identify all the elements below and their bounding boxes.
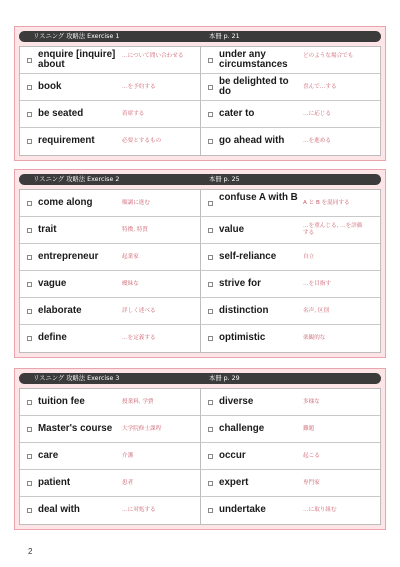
checkbox[interactable]	[208, 255, 213, 260]
checkbox[interactable]	[208, 427, 213, 432]
checkbox[interactable]	[27, 139, 32, 144]
english-term: elaborate	[38, 305, 82, 316]
section-page-ref: 本冊 p. 29	[209, 375, 240, 382]
checkbox[interactable]	[208, 85, 213, 90]
vocab-cell	[200, 101, 380, 128]
japanese-meaning: 授業料, 学費	[122, 399, 154, 405]
vocab-cell	[20, 325, 200, 352]
section-header	[19, 174, 381, 185]
japanese-meaning: …について問い合わせる	[122, 53, 184, 59]
english-term: occur	[219, 450, 246, 461]
vocab-cell	[20, 101, 200, 128]
vocab-section-3	[14, 368, 386, 530]
english-term: challenge	[219, 423, 265, 434]
vocab-cell	[200, 190, 380, 217]
vocab-cell	[200, 325, 380, 352]
checkbox[interactable]	[27, 112, 32, 117]
vocab-cell	[20, 389, 200, 416]
japanese-meaning: 喜んで…する	[303, 84, 337, 90]
checkbox[interactable]	[27, 508, 32, 513]
checkbox[interactable]	[27, 201, 32, 206]
checkbox[interactable]	[27, 400, 32, 405]
japanese-meaning: A と B を混同する	[303, 200, 350, 206]
vocab-cell	[200, 217, 380, 244]
vocab-cell	[200, 389, 380, 416]
vocab-cell	[20, 74, 200, 101]
checkbox[interactable]	[208, 400, 213, 405]
japanese-meaning: …を目指す	[303, 281, 331, 287]
vocab-cell	[20, 416, 200, 443]
checkbox[interactable]	[27, 336, 32, 341]
vocab-cell	[20, 128, 200, 155]
japanese-meaning: 多様な	[303, 399, 320, 405]
japanese-meaning: 順調に進む	[122, 200, 150, 206]
english-term: define	[38, 332, 67, 343]
japanese-meaning: 大学院修士課程	[122, 426, 162, 432]
section-title: リスニング 攻略法 Exercise 2	[33, 176, 120, 183]
section-page-ref: 本冊 p. 21	[209, 33, 240, 40]
english-term: entrepreneur	[38, 251, 99, 262]
checkbox[interactable]	[27, 58, 32, 63]
english-term: go ahead with	[219, 135, 285, 146]
english-term: strive for	[219, 278, 261, 289]
japanese-meaning: 着席する	[122, 111, 145, 117]
checkbox[interactable]	[208, 58, 213, 63]
japanese-meaning: 曖昧な	[122, 281, 139, 287]
page-number: 2	[28, 547, 33, 556]
english-term: deal with	[38, 504, 80, 515]
section-header	[19, 373, 381, 384]
vocab-cell	[200, 416, 380, 443]
japanese-meaning: 専門家	[303, 480, 320, 486]
japanese-meaning: 起こる	[303, 453, 320, 459]
japanese-meaning: 患者	[122, 480, 134, 486]
japanese-meaning: …に対処する	[122, 507, 156, 513]
english-term: expert	[219, 477, 249, 488]
checkbox[interactable]	[27, 454, 32, 459]
english-term: distinction	[219, 305, 269, 316]
japanese-meaning: …を重んじる, …を評価する	[303, 223, 363, 236]
checkbox[interactable]	[208, 139, 213, 144]
japanese-meaning: 楽観的な	[303, 335, 326, 341]
checkbox[interactable]	[208, 336, 213, 341]
english-term: be seated	[38, 108, 84, 119]
vocab-cell	[20, 47, 200, 74]
vocab-cell	[200, 47, 380, 74]
vocab-cell	[200, 271, 380, 298]
english-term: diverse	[219, 396, 254, 407]
english-term: tuition fee	[38, 396, 85, 407]
vocab-cell	[200, 497, 380, 524]
english-term: optimistic	[219, 332, 266, 343]
checkbox[interactable]	[208, 508, 213, 513]
checkbox[interactable]	[27, 255, 32, 260]
japanese-meaning: …に取り組む	[303, 507, 337, 513]
vocab-cell	[200, 74, 380, 101]
vocab-cell	[200, 470, 380, 497]
english-term: patient	[38, 477, 71, 488]
english-term: enquire [inquire] about	[38, 49, 116, 70]
japanese-meaning: …を予約する	[122, 84, 156, 90]
english-term: vague	[38, 278, 67, 289]
vocab-cell	[200, 298, 380, 325]
english-term: self-reliance	[219, 251, 277, 262]
section-header	[19, 31, 381, 42]
japanese-meaning: 詳しく述べる	[122, 308, 156, 314]
section-title: リスニング 攻略法 Exercise 1	[33, 33, 120, 40]
checkbox[interactable]	[27, 85, 32, 90]
vocab-cell	[20, 470, 200, 497]
japanese-meaning: 必要とするもの	[122, 138, 162, 144]
vocab-table	[19, 189, 381, 353]
section-title: リスニング 攻略法 Exercise 3	[33, 375, 120, 382]
vocab-cell	[20, 298, 200, 325]
vocab-cell	[200, 244, 380, 271]
checkbox[interactable]	[208, 228, 213, 233]
checkbox[interactable]	[208, 282, 213, 287]
vocab-section-1	[14, 26, 386, 161]
japanese-meaning: …に応じる	[303, 111, 331, 117]
vocab-section-2	[14, 169, 386, 358]
japanese-meaning: 起業家	[122, 254, 139, 260]
english-term: cater to	[219, 108, 255, 119]
japanese-meaning: …を定義する	[122, 335, 156, 341]
japanese-meaning: 難題	[303, 426, 315, 432]
vocab-cell	[20, 244, 200, 271]
vocab-cell	[20, 271, 200, 298]
checkbox[interactable]	[208, 481, 213, 486]
checkbox[interactable]	[27, 481, 32, 486]
checkbox[interactable]	[208, 454, 213, 459]
vocab-cell	[200, 443, 380, 470]
japanese-meaning: 名声, 区別	[303, 308, 329, 314]
english-term: come along	[38, 197, 93, 208]
english-term: confuse A with B	[219, 192, 298, 203]
vocab-cell	[20, 497, 200, 524]
japanese-meaning: 自立	[303, 254, 315, 260]
vocab-cell	[20, 217, 200, 244]
vocab-cell	[20, 190, 200, 217]
japanese-meaning: …を進める	[303, 138, 331, 144]
checkbox[interactable]	[208, 201, 213, 206]
english-term: requirement	[38, 135, 95, 146]
checkbox[interactable]	[27, 309, 32, 314]
english-term: value	[219, 224, 245, 235]
english-term: be delighted to do	[219, 76, 289, 97]
checkbox[interactable]	[27, 282, 32, 287]
japanese-meaning: 介護	[122, 453, 134, 459]
section-page-ref: 本冊 p. 25	[209, 176, 240, 183]
japanese-meaning: 特徴, 特質	[122, 227, 148, 233]
checkbox[interactable]	[27, 427, 32, 432]
checkbox[interactable]	[27, 228, 32, 233]
english-term: under any circumstances	[219, 49, 288, 70]
english-term: trait	[38, 224, 57, 235]
english-term: Master's course	[38, 423, 113, 434]
checkbox[interactable]	[208, 112, 213, 117]
japanese-meaning: どのような場合でも	[303, 53, 354, 59]
vocab-table	[19, 46, 381, 156]
english-term: book	[38, 81, 62, 92]
vocab-table	[19, 388, 381, 525]
vocab-cell	[20, 443, 200, 470]
english-term: undertake	[219, 504, 266, 515]
checkbox[interactable]	[208, 309, 213, 314]
vocab-cell	[200, 128, 380, 155]
english-term: care	[38, 450, 59, 461]
